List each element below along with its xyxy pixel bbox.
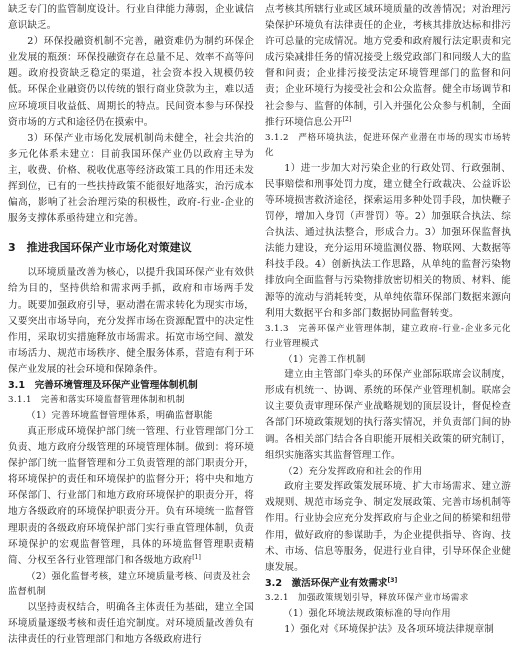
right-column [265, 2, 511, 638]
paragraph [265, 2, 511, 131]
item-heading: （1）强化环境法规政策标准的导向作用 [283, 608, 451, 620]
subsubsection-heading: 3.1.2 严格环境执法，促进环保产业潜在市场的现实市场转化 [265, 132, 511, 158]
section-heading: 3 推进我国环保产业市场化对策建议 [8, 241, 192, 255]
item-heading: （2）充分发挥政府和社会的作用 [283, 465, 423, 477]
paragraph: 以坚持责权结合，明确各主体责任为基础，建立全国环境质量逐级考核和责任追究制度。对环境质量改善负有法律责任的行业管理部门和地方各级政府进行 [8, 601, 254, 645]
subsection-title: 3.2 激活环保产业有效需求 [265, 577, 388, 589]
paragraph: 政府主要发挥政策发展环境、扩大市场需求、建立游戏规则、规范市场竞争、制定发展政策、完善市场机制等作用。行业协会应充分发挥政府与企业之间的桥梁和纽带作用，做好政府的参谋助手，为企业提供指导、咨询、技术、市场、信息等服务，促进行业自律，引导环保企业健康发展。 [265, 481, 511, 573]
paragraph: 建立由主管部门牵头的环保产业部际联席会议制度，形成有机统一、协调、系统的环保产业管理机制。联席会议主要负责审理环保产业战略规划的顶层设计，督促检查各部门环境政策规划的执行落实情况，并负责部门间的协调。各相关部门结合各自职能开展相关政策的研究制订，组织实施落实其监督管理工作。 [265, 369, 511, 461]
subsubsection-heading: 3.1.3 完善环保产业管理体制，建立政府-行业-企业多元化行业管理模式 [265, 323, 511, 349]
item-heading: （1）完善环境监督管理体系，明确监督职能 [26, 410, 213, 422]
left-column [8, 2, 254, 645]
paragraph-text: 点考核其所辖行业或区域环境质量的改善情况；对治理污染保护环境负有法律责任的企业，考核其排放达标和排污许可总量的完成情况。地方党委和政府履行法定职责和完成污染减排任务的情况接受上级党政部门和同级人大的监督和问责；企业排污接受法定环境管理部门的监督和问责；企业环境行为接受社会和公众监督。健全市场调节和社会参与、监督的体制，引入并强化公众参与机制，全面推行环境信息公开 [265, 4, 511, 128]
item-heading: （1）完善工作机制 [283, 353, 366, 365]
paragraph: 缺乏专门的监管制度设计。行业自律能力薄弱，企业诚信意识缺乏。 [8, 4, 254, 32]
subsection-heading [265, 576, 511, 592]
citation-ref: [1] [192, 553, 201, 561]
subsubsection-heading: 3.1.1 完善和落实环境监督管理体制和机制 [8, 395, 185, 406]
subsubsection-heading: 3.2.1 加强政策规划引导，释放环保产业市场需求 [265, 593, 469, 604]
citation-ref: [2] [342, 115, 352, 123]
paragraph: 1）强化对《环境保护法》及各项环境法律规章制 [284, 623, 494, 635]
item-heading: （2）强化监督考核，建立环境质量考核、问责及社会监督机制 [8, 570, 251, 598]
paragraph: 2）环保投融资机制不完善，融资难仍为制约环保企业发展的瓶颈：环保投融资存在总量不足、效率不高等问题。政府投资缺乏稳定的渠道，社会资本投入规模仍较低。环保企业融资仍以传统的银行商业贷款为主，难以适应环境项目收益低、周期长的特点。民间资本参与环保投资市场的方式和途径仍在摸索中。 [8, 36, 254, 128]
paragraph: 以环境质量改善为核心，以提升我国环保产业有效供给为目的，坚持供给和需求两手抓，政府和市场两手发力。既要加强政府引导，驱动潜在需求转化为现实市场，又要突出市场导向，充分发挥市场在资源配置中的决定性作用，采取切实措施释放市场需求。拓宽市场空间、激发市场活力、规范市场秩序、健全服务体系，营造有利于环保产业发展的社会环境和保障条件。 [8, 267, 254, 375]
paragraph: 3）环保产业市场化发展机制尚未健全，社会共治的多元化体系未建立：目前我国环保产业仍以政府主导为主，收费、价格、税收优惠等经济政策工具的作用还未发挥到位，已有的一些扶持政策不能很好地落实，治污成本偏高，影响了社会治理污染的积极性，政府-行业-企业的服务支撑体系亟待建立和完善。 [8, 132, 254, 225]
paragraph: 1）进一步加大对污染企业的行政处罚、行政强制、民事赔偿和刑事处罚力度，建立健全行政裁决、公益诉讼等环境损害救济途径，探索运用多种处罚手段，加快鞭子罚停，增加入身罚（声誉罚）等。2）加强联合执法、综合执法、通过执法整合，形成合力。3）加强环保监督执法能力建设，充分运用环境监测仪器、物联网、大数据等科技手段。4）创新执法工作思路，从单纯的监督污染物排放向全面监督与污染物排放密切相关的物质、材料、能源等的流动与消耗转变，从单纯依靠环保部门数据来源向利用大数据平台和多部门数据协同监督转变。 [265, 162, 511, 319]
paragraph [8, 424, 254, 569]
paragraph-text: 真正形成环境保护部门统一管理、行业管理部门分工负责、地方政府分级管理的环境管理体制。做到：将环境保护部门统一监督管理和分工负责管理的部门职责分开，将环境保护的责任和环境保护的监督分开；将中央和地方环保部门、行业部门和地方政府环境保护的职责分开，将地方各级政府的环境保护职责分开。负有环境统一监督管理职责的各级政府环境保护部门实行垂直管理体制，负责环境保护的宏观监督管理，具体的环境监督管理职责精简、分权至各行业管理部门和各级地方政府 [8, 425, 254, 566]
citation-ref: [3] [387, 576, 398, 584]
subsection-heading: 3.1 完善环境管理及环保产业管理体制机制 [8, 379, 198, 391]
